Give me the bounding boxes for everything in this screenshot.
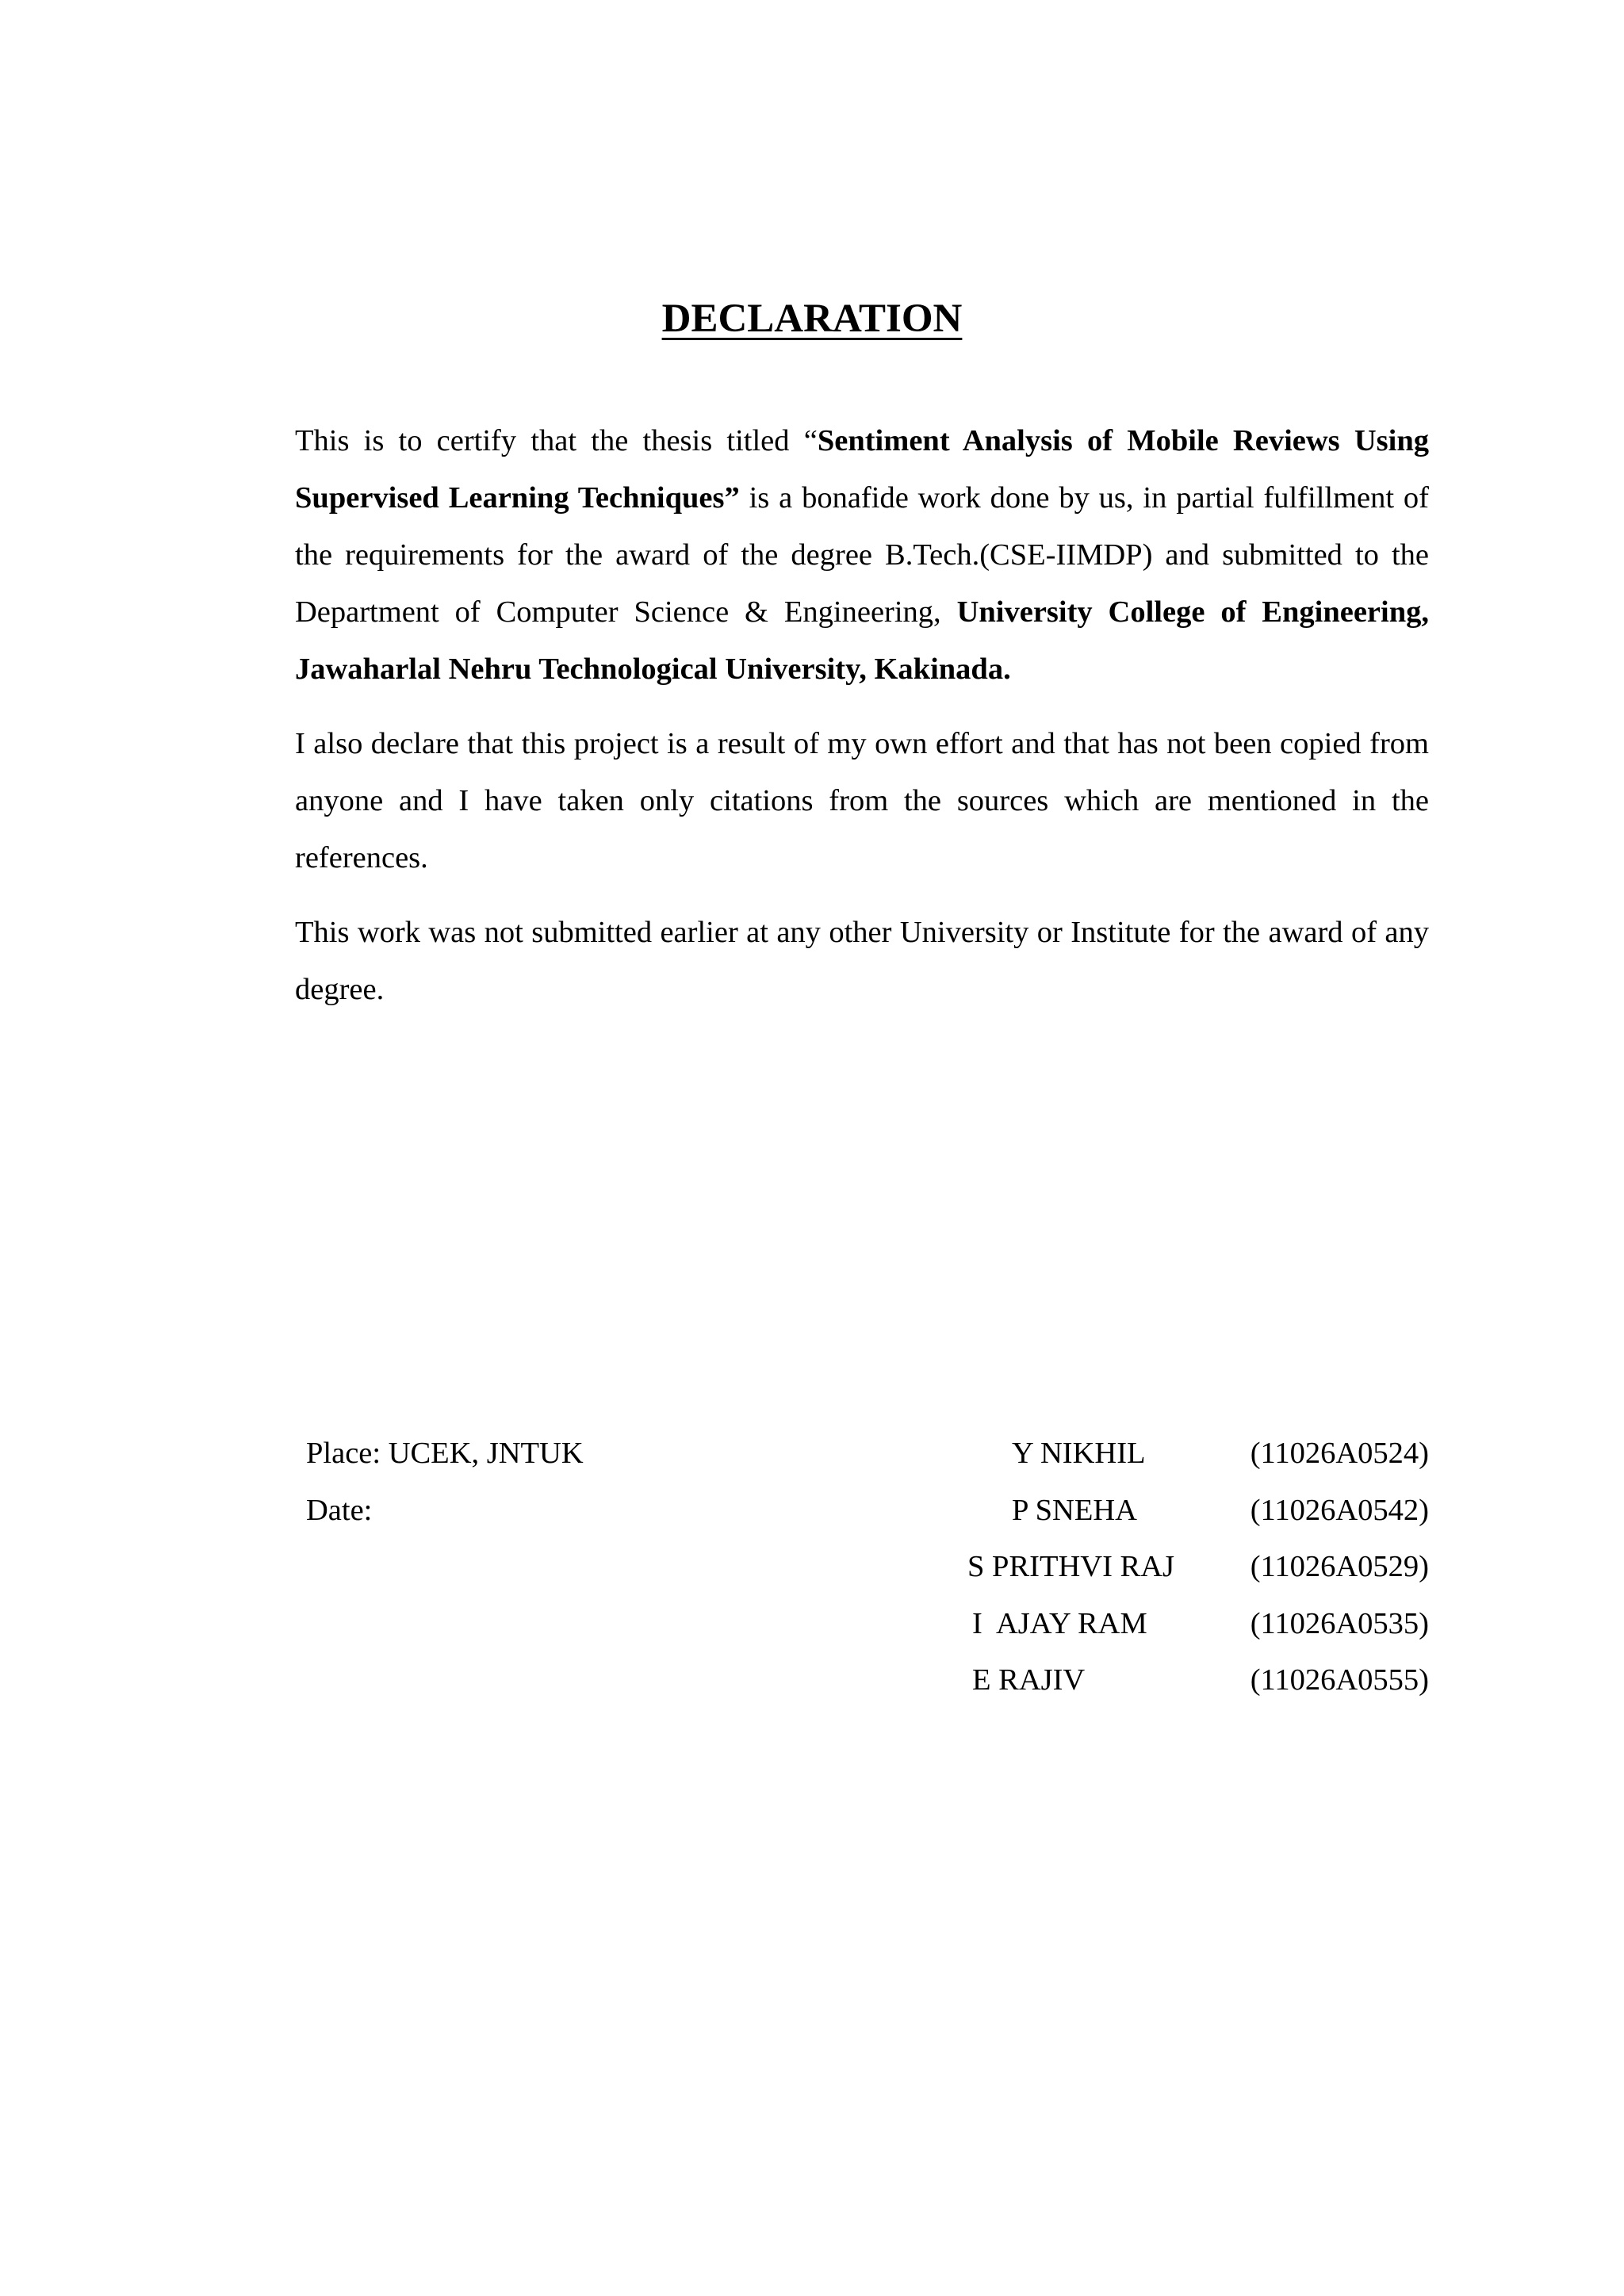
submission-paragraph: This work was not submitted earlier at any other University or Institute for the award of any degree. xyxy=(295,916,1429,1006)
institution-name: University College of Engineering, Jawaharlal Nehru Technological University, Kakinada. xyxy=(295,595,1429,686)
signatory-roll-number: (11026A0555) xyxy=(1250,1663,1429,1697)
signatory-roll-number: (11026A0524) xyxy=(1250,1437,1429,1470)
date-line: Date: xyxy=(306,1493,373,1527)
certification-text-1: This is to certify that the thesis titled “ xyxy=(295,424,818,457)
originality-paragraph: I also declare that this project is a result of my own effort and that has not been copied from anyone and I have taken only citations from the sources which are mentioned in the references. xyxy=(295,727,1429,874)
signatory-name: E RAJIV xyxy=(972,1663,1086,1697)
signatories-list xyxy=(967,1425,1429,1709)
place-line: Place: UCEK, JNTUK xyxy=(306,1437,584,1470)
signatory-roll-number: (11026A0529) xyxy=(1250,1550,1429,1583)
page-title: DECLARATION xyxy=(661,297,963,341)
signatory-name: S PRITHVI RAJ xyxy=(967,1550,1174,1583)
signatory-roll-number: (11026A0542) xyxy=(1250,1493,1429,1527)
signatory-name: I AJAY RAM xyxy=(972,1606,1147,1640)
signatory-name: Y NIKHIL xyxy=(1012,1437,1146,1470)
certification-paragraph xyxy=(295,412,1429,698)
signatory-name: P SNEHA xyxy=(1012,1493,1137,1527)
signatory-row xyxy=(967,1652,1429,1709)
signatory-row xyxy=(967,1539,1429,1596)
thesis-title: Sentiment Analysis of Mobile Reviews Using Supervised Learning Techniques” xyxy=(295,424,1429,515)
place-date-block xyxy=(306,1425,584,1539)
declaration-body xyxy=(295,412,1429,1035)
signatory-row xyxy=(967,1596,1429,1653)
signatory-roll-number: (11026A0535) xyxy=(1250,1606,1429,1640)
signatory-row xyxy=(967,1425,1429,1483)
signatory-row xyxy=(967,1483,1429,1540)
certification-text-2: is a bonafide work done by us, in partial fulfillment of the requirements for the award of the degree B.Tech.(CSE-IIMDP) and submitted to the Department of Computer Science & Engineering, xyxy=(295,481,1429,629)
